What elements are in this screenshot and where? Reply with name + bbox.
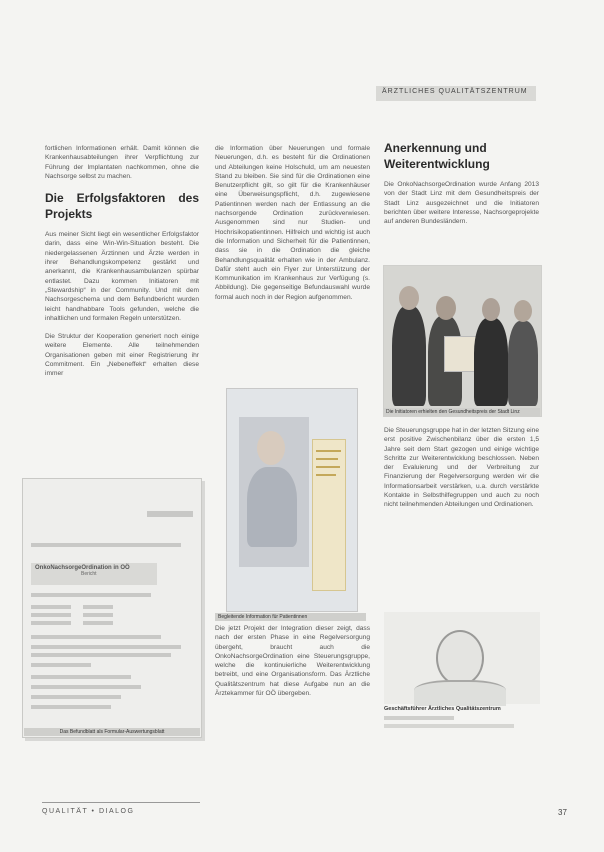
column-2-bottom — [215, 624, 370, 707]
column-1 — [45, 144, 199, 388]
portrait-head — [436, 630, 484, 686]
col3-paragraph-2: Die Steuerungsgruppe hat in der letzten Sitzung eine erst positive Zwischenbilanz über die ersten 1,5 Jahre seit dem Start gezogen und einige wichtige Schritte zur Weiterentwicklung beschlossen. Neben der Evaluierung und der Verbreitung zur Finanzierung der Regelversorgung werden wir die Informationsarbeit verstärken, u.a. durch verstärkte Kontakte in Selbsthilfegruppen und auch zu noch nicht teilnehmenden Abteilungen und Ordinationen. — [384, 427, 539, 509]
form-line — [31, 621, 71, 625]
column-2-top — [215, 144, 370, 311]
portrait-caption: Geschäftsführer Ärztliches Qualitätszentrum — [384, 706, 501, 712]
form-line — [31, 605, 71, 609]
form-line — [31, 635, 161, 639]
form-title: OnkoNachsorgeOrdination in OÖ — [35, 565, 130, 571]
col1-paragraph-1: fortlichen Informationen erhält. Damit können die Krankenhausabteilungen ihrer Verpflichtung zur Führung der Implantaten nachkommen, ohne die Nachsorge selbst zu machen. — [45, 145, 199, 180]
leaflet-line — [316, 458, 338, 460]
portrait-caption-line — [384, 716, 454, 720]
person-4 — [508, 321, 538, 406]
form-line — [31, 685, 141, 689]
column-3-top — [384, 140, 539, 226]
woman-body — [247, 467, 297, 547]
form-line — [31, 705, 111, 709]
form-line — [31, 613, 71, 617]
form-line — [83, 621, 113, 625]
portrait-caption-line — [384, 724, 514, 728]
award-photo-caption: Die Initiatoren erhielten den Gesundheitspreis der Stadt Linz — [383, 408, 540, 416]
section-label: ÄRZTLICHES QUALITÄTSZENTRUM — [382, 88, 528, 95]
flyer-figure — [226, 388, 358, 612]
form-line — [31, 645, 181, 649]
form-line — [31, 663, 91, 667]
flyer-photo — [239, 417, 309, 567]
award-photo — [383, 265, 542, 417]
person-1-head — [399, 286, 419, 310]
leaflet-line — [316, 450, 341, 452]
col1-paragraph-3: Die Struktur der Kooperation generiert noch einige weitere Elemente. Alle teilnehmenden Organisationen geben mit einer Registrierung ihr Commitment. Ein „Nebeneffekt“ erhalten diese immer — [45, 333, 199, 378]
form-line — [83, 605, 113, 609]
form-subtitle: Bericht — [81, 571, 97, 577]
form-line — [31, 543, 181, 547]
person-3-head — [482, 298, 500, 321]
footer-rule — [42, 802, 200, 803]
leaflet-line — [316, 466, 340, 468]
page-number: 37 — [558, 808, 567, 817]
form-logo — [147, 511, 193, 517]
woman-head — [257, 431, 285, 465]
person-2-head — [436, 296, 456, 320]
col1-heading: Die Erfolgsfaktoren des Projekts — [45, 191, 199, 222]
person-3 — [474, 318, 508, 406]
flyer-leaflet — [312, 439, 346, 591]
col1-paragraph-2: Aus meiner Sicht liegt ein wesentlicher Erfolgsfaktor darin, dass eine Win-Win-Situation besteht. Die niedergelassenen Ärztinnen und Ärzte werden in ihrer Behandlungskompetenz gestärkt und anerkannt, die Krankenhausambulanzen spürbar entlastet. Dazu kommen Initiatoren mit „Stewardship“ in der Community. Und mit dem Nachsorgeschema und dem Befundbericht wurden leicht handhabbare Tools gefunden, welche die inhaltlichen und formalen Regeln unterstützen. — [45, 231, 199, 322]
flyer-caption: Begleitende Information für Patientinnen — [215, 613, 366, 621]
person-1 — [392, 306, 426, 406]
form-line — [31, 593, 151, 597]
footer-label: QUALITÄT • DIALOG — [42, 808, 135, 815]
form-line — [83, 613, 113, 617]
form-title-box — [31, 563, 157, 585]
portrait-sketch — [384, 612, 540, 704]
col3-paragraph-1: Die OnkoNachsorgeOrdination wurde Anfang 2013 von der Stadt Linz mit dem Gesundheitspreis der Stadt Linz ausgezeichnet und die Initiatoren berichten über weitere Interesse, Nachsorgeprojekte auf anderen Bundesländern. — [384, 181, 539, 226]
form-figure — [22, 478, 202, 738]
col3-heading: Anerkennung und Weiterentwicklung — [384, 141, 490, 171]
col2-paragraph-1: die Information über Neuerungen und formale Neuerungen, d.h. es besteht für die Ordinationen und Abteilungen keine Holschuld, um am neuesten Stand zu bleiben. Sie sind für die Ordinationen eine Benutzerpflicht gilt, so gilt für die Krankenhäuser eine Überweisungspflicht, d.h. zugewiesene Patientinnen werden nach der Entlassung an die nachsorgende Ordination zurückverwiesen. Ausgenommen sind nur Studien- und Hochrisikopatientinnen. Hilfreich und wichtig ist auch die Information und Sicherheit für die Patientinnen, dass sie in die Ordination die gleiche Behandlungsqualität erhalten wie in der Ambulanz. Dafür steht auch ein Flyer zur Unterstützung der Kommunikation im Krankenhaus zur Verfügung (s. Abbildung). Die gegenseitige Befundauswahl wurde formal auch noch in der Region aufgenommen. — [215, 145, 370, 301]
person-4-head — [514, 300, 532, 322]
col2-paragraph-2: Die jetzt Projekt der Integration dieser zeigt, dass nach der ersten Phase in eine Regelversorgung übergeht, braucht auch die OnkoNachsorgeOrdination eine Steuerungsgruppe, welche die kontinuierliche Weiterentwicklung betreibt, und eine Organisationsform. Das Ärztliche Qualitätszentrum hat diese Aufgabe nun an die Ärztekammer für OÖ übergeben. — [215, 625, 370, 698]
leaflet-line — [316, 474, 336, 476]
form-caption: Das Befundblatt als Formular-Auswertungsblatt — [24, 728, 200, 736]
form-line — [31, 695, 121, 699]
form-line — [31, 653, 171, 657]
form-line — [31, 675, 131, 679]
portrait-shoulders — [414, 680, 506, 706]
